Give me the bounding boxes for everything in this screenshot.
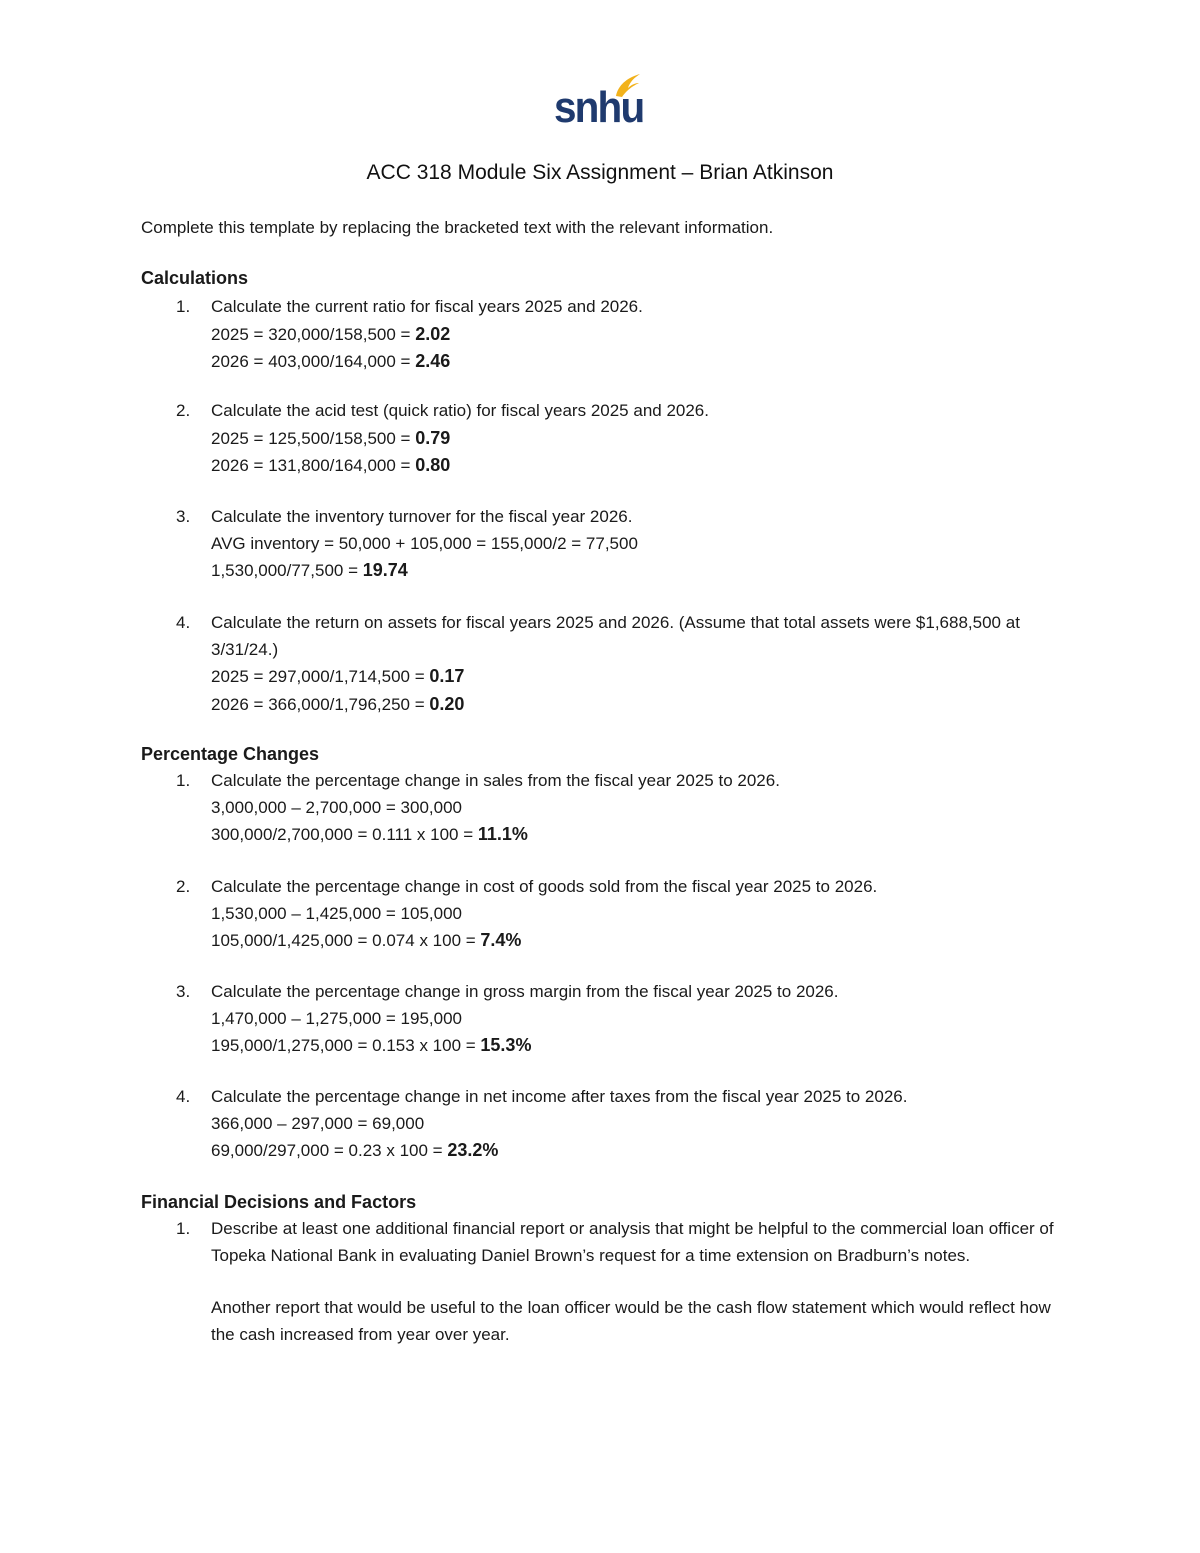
answer-value: 0.80 — [415, 455, 451, 475]
list-item — [141, 768, 1061, 849]
item-number: 2. — [176, 877, 191, 896]
section-heading-percentage-changes: Percentage Changes — [141, 744, 320, 764]
answer-value: 2.02 — [415, 323, 451, 344]
item-question: Calculate the inventory turnover for the fiscal year 2026. — [211, 507, 633, 526]
answer-value: 0.17 — [429, 666, 465, 686]
work-text: AVG inventory = 50,000 + 105,000 = 155,000/2 = 77,500 — [211, 533, 638, 553]
section-heading-calculations: Calculations — [141, 268, 249, 288]
item-question: Calculate the percentage change in net income after taxes from the fiscal year 2025 to 2026. — [211, 1087, 908, 1106]
work-text: 69,000/297,000 = 0.23 x 100 = — [211, 1141, 448, 1160]
answer-paragraph: Another report that would be useful to the loan officer would be the cash flow statement which would reflect how the cash increased from year over year. — [211, 1298, 1051, 1344]
answer-value: 11.1% — [477, 824, 528, 844]
work-text: 2026 = 366,000/1,796,250 = — [211, 694, 430, 714]
snhu-logo — [554, 72, 644, 136]
list-item — [141, 979, 1061, 1060]
work-text: 2025 = 320,000/158,500 = — [211, 324, 416, 344]
logo-text: snhu — [554, 83, 644, 132]
item-question: Calculate the acid test (quick ratio) for fiscal years 2025 and 2026. — [211, 401, 709, 420]
work-text: 1,530,000 – 1,425,000 = 105,000 — [211, 903, 462, 923]
answer-value: 0.20 — [429, 693, 465, 714]
work-text: 366,000 – 297,000 = 69,000 — [211, 1113, 425, 1133]
item-number: 4. — [176, 613, 191, 632]
item-number: 3. — [176, 982, 191, 1001]
item-number: 4. — [176, 1087, 191, 1106]
item-question: Calculate the percentage change in sales from the fiscal year 2025 to 2026. — [211, 771, 780, 790]
work-text: 2025 = 125,500/158,500 = — [211, 428, 416, 448]
item-number: 3. — [176, 507, 191, 526]
work-text: 2026 = 403,000/164,000 = — [211, 352, 416, 371]
work-text: 2026 = 131,800/164,000 = — [211, 456, 416, 475]
answer-value: 0.79 — [415, 427, 451, 448]
answer-value: 2.46 — [415, 351, 451, 371]
item-number: 1. — [176, 1219, 191, 1238]
item-number: 1. — [176, 771, 191, 790]
work-text: 195,000/1,275,000 = 0.153 x 100 = — [211, 1036, 481, 1055]
work-text: 105,000/1,425,000 = 0.074 x 100 = — [211, 931, 481, 950]
item-number: 2. — [176, 401, 191, 420]
item-question: Calculate the percentage change in gross margin from the fiscal year 2025 to 2026. — [211, 982, 839, 1001]
work-text: 2025 = 297,000/1,714,500 = — [211, 667, 430, 686]
item-question: Calculate the percentage change in cost of goods sold from the fiscal year 2025 to 2026. — [211, 877, 878, 896]
page-title: ACC 318 Module Six Assignment – Brian Atkinson — [366, 161, 834, 184]
intro-text: Complete this template by replacing the bracketed text with the relevant information. — [141, 218, 774, 237]
answer-value: 7.4% — [480, 930, 522, 950]
list-item — [141, 1084, 1061, 1165]
item-question: Describe at least one additional financial report or analysis that might be helpful to the commercial loan officer of Topeka National Bank in evaluating Daniel Brown’s request for a time extension on Bradburn’s notes. — [211, 1219, 1054, 1265]
work-text: 1,470,000 – 1,275,000 = 195,000 — [211, 1008, 462, 1028]
list-item — [141, 294, 1061, 376]
work-text: 1,530,000/77,500 = — [211, 561, 363, 580]
item-question: Calculate the current ratio for fiscal years 2025 and 2026. — [211, 297, 643, 316]
section-heading-financial-decisions: Financial Decisions and Factors — [141, 1192, 417, 1212]
item-question: Calculate the return on assets for fiscal years 2025 and 2026. (Assume that total assets were $1,688,500 at 3/31/24.) — [211, 613, 1020, 659]
answer-value: 23.2% — [447, 1140, 499, 1160]
list-item — [141, 1216, 1061, 1348]
work-text: 300,000/2,700,000 = 0.111 x 100 = — [211, 825, 478, 844]
answer-value: 15.3% — [480, 1035, 532, 1055]
list-item — [141, 610, 1061, 718]
list-item — [141, 398, 1061, 480]
list-item — [141, 504, 1061, 585]
work-text: 3,000,000 – 2,700,000 = 300,000 — [211, 797, 462, 817]
list-item — [141, 874, 1061, 955]
answer-value: 19.74 — [362, 560, 408, 580]
item-number: 1. — [176, 297, 191, 316]
